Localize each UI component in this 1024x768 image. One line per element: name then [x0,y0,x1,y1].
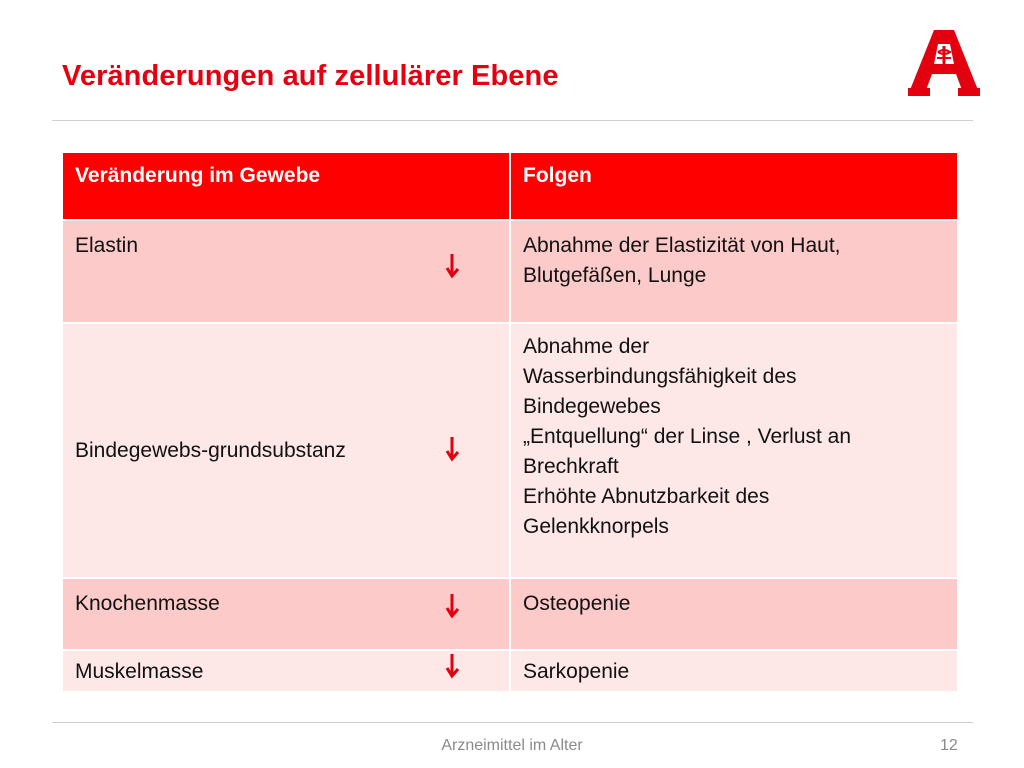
table-row [63,651,959,693]
header-tissue: Veränderung im Gewebe [63,153,511,221]
consequence-line: Blutgefäßen, Lunge [523,264,707,287]
consequence-cell [511,324,959,579]
down-arrow-icon [445,593,461,619]
consequence-line: Osteopenie [523,592,631,615]
table-row [63,324,959,579]
tissue-cell [63,579,511,651]
table-row [63,579,959,651]
consequence-line: Abnahme der Elastizität von Haut, [523,234,841,257]
tissue-cell [63,651,511,693]
tissue-label: Elastin [75,234,139,257]
footer-divider [52,722,973,723]
tissue-cell [63,221,511,324]
page-number: 12 [940,737,958,754]
consequence-cell [511,651,959,693]
title-divider [52,120,973,121]
consequence-line: Abnahme der [523,335,650,358]
consequence-line: Brechkraft [523,455,619,478]
apotheken-a-logo [908,26,980,98]
slide-title: Veränderungen auf zellulärer Ebene [62,60,559,92]
down-arrow-icon [445,436,461,462]
consequence-line: Wasserbindungsfähigkeit des [523,365,797,388]
table-row [63,221,959,324]
consequence-line: Bindegewebes [523,395,661,418]
consequence-line: „Entquellung“ der Linse , Verlust an [523,425,852,448]
consequence-line: Erhöhte Abnutzbarkeit des [523,485,770,508]
tissue-label: Knochenmasse [75,592,220,615]
consequence-line: Sarkopenie [523,660,630,683]
consequence-line: Gelenkknorpels [523,515,669,538]
header-consequences: Folgen [511,153,959,221]
down-arrow-icon [445,253,461,279]
table-header-row [63,153,959,221]
consequence-cell [511,579,959,651]
tissue-cell [63,324,511,579]
tissue-label: Muskelmasse [75,660,204,683]
tissue-changes-table [63,153,959,693]
tissue-label: Bindegewebs-grundsubstanz [75,438,346,462]
consequence-cell [511,221,959,324]
down-arrow-icon [445,653,461,679]
footer-title: Arzneimittel im Alter [441,737,583,754]
